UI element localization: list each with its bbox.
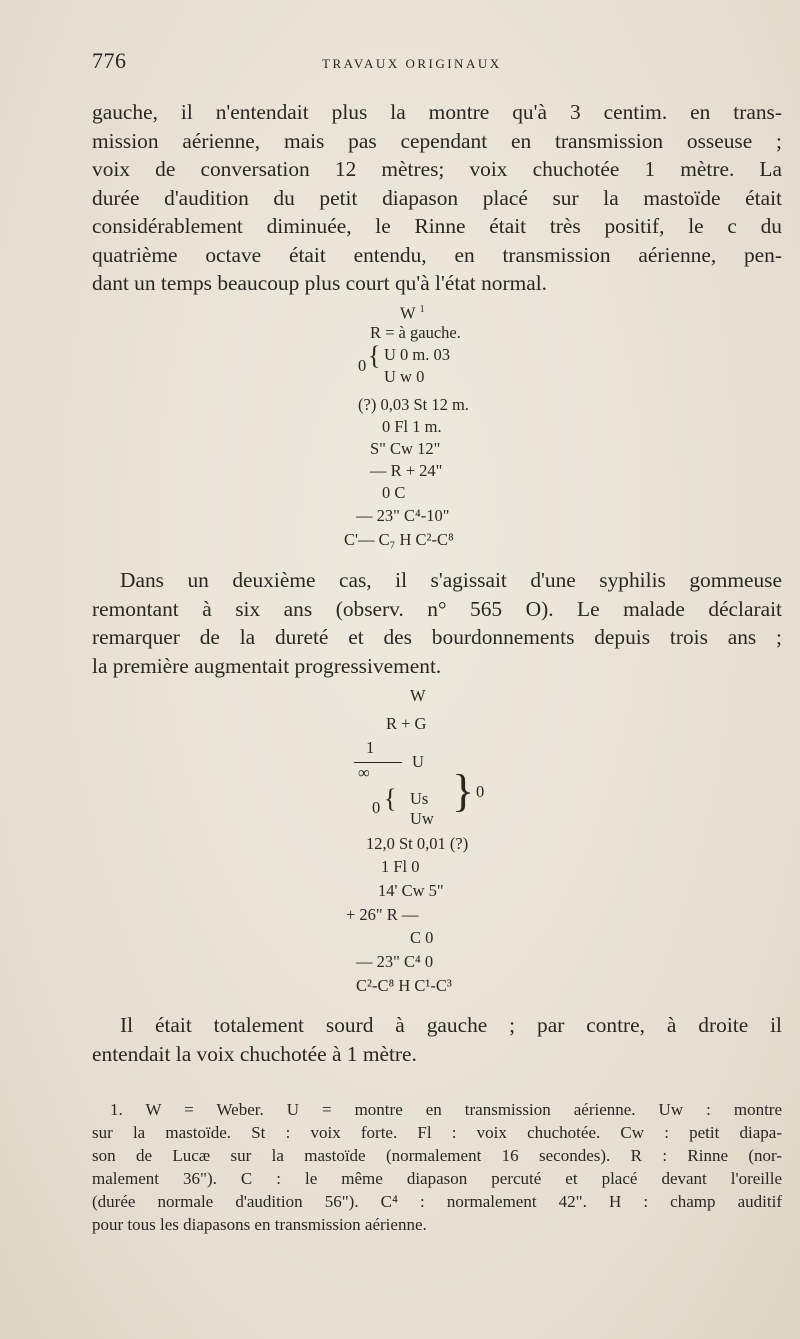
footnote-line: malement 36"). C : le même diapason percuté et placé devant l'oreille [92, 1169, 782, 1188]
formula-c: 0 C [382, 483, 406, 502]
formula-rr: + 26" R — [346, 905, 419, 924]
text-line: entendait la voix chuchotée à 1 mètre. [92, 1041, 417, 1066]
formula-rg: R + G [386, 714, 427, 733]
text-line: voix de conversation 12 mètres; voix chuchotée 1 mètre. La [92, 157, 782, 181]
text-line: remarquer de la dureté et des bourdonnements depuis trois ans ; [92, 625, 782, 649]
footnote-line: pour tous les diapasons en transmission aérienne. [92, 1215, 427, 1234]
text-line: remontant à six ans (observ. n° 565 O). Le malade déclarait [92, 596, 782, 621]
formula-st: 12,0 St 0,01 (?) [366, 834, 469, 853]
formula-c4: — 23" C⁴-10" [356, 506, 450, 525]
paragraph-3 [92, 1011, 782, 1068]
formula-c: C 0 [410, 928, 434, 947]
paragraph-1 [92, 98, 782, 298]
fraction-numerator: 1 [366, 738, 375, 757]
formula-cw: S" Cw 12" [370, 439, 441, 458]
formula-last: C²-C⁸ H C¹-C³ [356, 976, 452, 995]
formula-zero: 0 [358, 356, 367, 375]
footnote-line: son de Lucæ sur la mastoïde (normalement 16 secondes). R : Rinne (nor- [92, 1146, 782, 1165]
formula-fl: 1 Fl 0 [381, 857, 420, 876]
formula-w: W $^1$ [400, 303, 425, 323]
text-line: la première augmentait progressivement. [92, 653, 442, 678]
paragraph-2 [92, 566, 782, 680]
formula-fl: 0 Fl 1 m. [382, 417, 442, 436]
formula-w: W [410, 686, 426, 705]
brace-symbol: } [452, 765, 475, 816]
footnote [92, 1098, 782, 1236]
footnote-line: 1. W = Weber. U = montre en transmission aérienne. Uw : montre [110, 1100, 782, 1119]
formula-r: R = à gauche. [370, 323, 461, 342]
formula-uw: Uw [410, 809, 434, 828]
text-line: quatrième octave était entendu, en transmission aérienne, pen- [92, 242, 782, 267]
footnote-ref: 1 [419, 304, 425, 315]
footnote-line: (durée normale d'audition 56"). C⁴ : normalement 42". H : champ auditif [92, 1192, 782, 1211]
formula-us: Us [410, 789, 429, 808]
formula-u: U [412, 752, 424, 771]
brace-symbol: { [384, 784, 397, 813]
text-line: considérablement diminuée, le Rinne était très positif, le c du [92, 214, 782, 238]
formula-u1: U 0 m. 03 [384, 345, 450, 364]
running-title: TRAVAUX ORIGINAUX [322, 56, 502, 71]
text-line: durée d'audition du petit diapason placé sur la mastoïde était [92, 185, 782, 210]
text-line: dant un temps beaucoup plus court qu'à l'état normal. [92, 271, 548, 295]
formula-last: C'— C₇ H C²-C⁸ [344, 530, 454, 549]
page-number: 776 [92, 48, 127, 73]
brace-symbol: { [368, 341, 381, 370]
formula-u2: U w 0 [384, 367, 425, 386]
formula-zero-right: 0 [476, 782, 485, 801]
formula-st: (?) 0,03 St 12 m. [358, 395, 469, 414]
text-line: gauche, il n'entendait plus la montre qu'à 3 centim. en trans- [92, 100, 782, 124]
text-line: mission aérienne, mais pas cependant en transmission osseuse ; [92, 128, 782, 153]
text-line: Il était totalement sourd à gauche ; par contre, à droite il [120, 1013, 782, 1037]
fraction-denominator: ∞ [358, 763, 370, 782]
formula-rr: — R + 24" [370, 461, 443, 480]
footnote-line: sur la mastoïde. St : voix forte. Fl : voix chuchotée. Cw : petit diapa- [92, 1123, 782, 1142]
formula-zero-left: 0 [372, 798, 381, 817]
formula-cw: 14' Cw 5" [378, 881, 444, 900]
text-line: Dans un deuxième cas, il s'agissait d'une syphilis gommeuse [120, 568, 782, 592]
formula-c4: — 23" C⁴ 0 [356, 952, 434, 971]
